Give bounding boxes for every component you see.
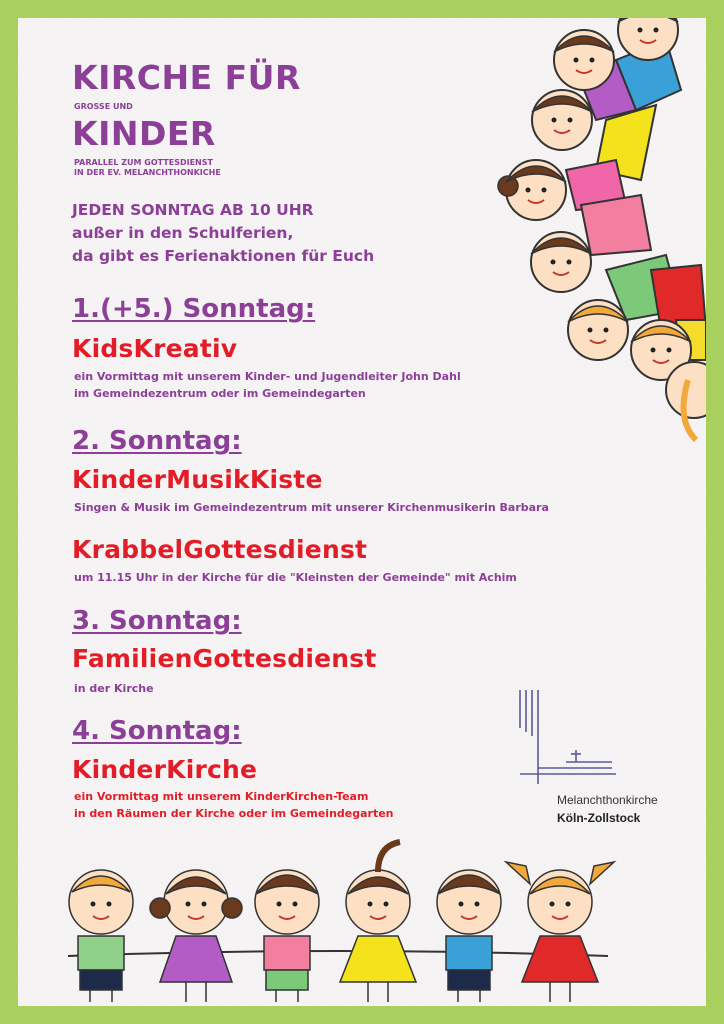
section-4-event: KinderKirche xyxy=(72,755,258,784)
section-2-desc-1: Singen & Musik im Gemeindezentrum mit unserer Kirchenmusikerin Barbara xyxy=(74,501,549,514)
section-1-desc-2: im Gemeindezentrum oder im Gemeindegarten xyxy=(74,387,366,400)
section-1-event: KidsKreativ xyxy=(72,334,238,363)
section-4-sunday: 4. Sonntag: xyxy=(72,716,242,746)
section-3-event: FamilienGottesdienst xyxy=(72,644,377,673)
title-line-2: KINDER xyxy=(72,114,216,153)
section-2-event-2: KrabbelGottesdienst xyxy=(72,535,368,564)
section-2-sunday: 2. Sonntag: xyxy=(72,426,242,456)
title-small-3: IN DER EV. MELANCHTHONKICHE xyxy=(74,168,221,177)
section-4-desc-2: in den Räumen der Kirche oder im Gemeindegarten xyxy=(74,807,394,820)
church-logo-icon xyxy=(516,688,620,784)
section-1-sunday: 1.(+5.) Sonntag: xyxy=(72,294,316,324)
section-4-desc-1: ein Vormittag mit unserem KinderKirchen-Team xyxy=(74,790,369,803)
poster-paper xyxy=(18,18,706,1006)
intro-line-3: da gibt es Ferienaktionen für Euch xyxy=(72,247,375,265)
kids-row-illustration xyxy=(48,826,628,1006)
title-small-2: PARALLEL ZUM GOTTESDIENST xyxy=(74,158,213,167)
section-2-event: KinderMusikKiste xyxy=(72,465,323,494)
kids-circle-illustration xyxy=(466,18,706,470)
title-small-1: GROSSE UND xyxy=(74,102,133,111)
section-3-sunday: 3. Sonntag: xyxy=(72,606,242,636)
logo-place: Köln-Zollstock xyxy=(557,811,641,825)
section-2-desc-2: um 11.15 Uhr in der Kirche für die "Kleinsten der Gemeinde" mit Achim xyxy=(74,571,517,584)
title-line-1: KIRCHE FÜR xyxy=(72,58,301,97)
intro-line-1: JEDEN SONNTAG AB 10 UHR xyxy=(72,201,314,219)
logo-name: Melanchthonkirche xyxy=(557,793,658,807)
intro-line-2: außer in den Schulferien, xyxy=(72,224,294,242)
section-3-desc-1: in der Kirche xyxy=(74,682,154,695)
section-1-desc-1: ein Vormittag mit unserem Kinder- und Jugendleiter John Dahl xyxy=(74,370,461,383)
